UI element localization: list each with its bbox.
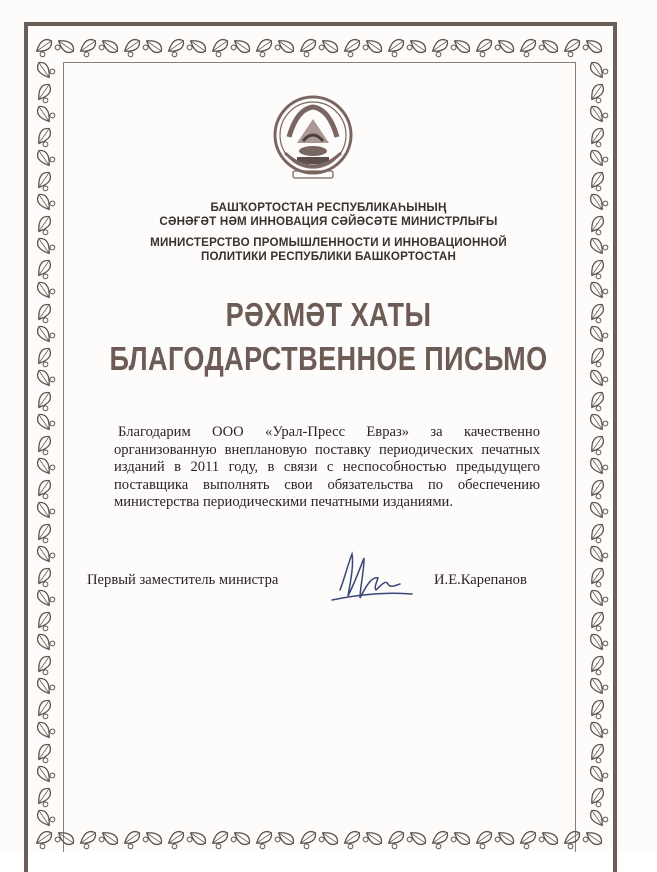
letter-body [114,424,540,512]
letter-body-text: Благодарим ООО «Урал-Пресс Евраз» за качественно организованную внеплановую поставку периодических печатных изданий в 2011 году, в связи с неспособностью предыдущего поставщика выполнять свои обязательства по обеспечению министерства периодическими печатными изданиями. [114,424,540,511]
handwritten-signature-icon [330,550,414,606]
title-bashkir: РӘХМӘТ ХАТЫ [225,296,432,333]
header-russian-line-2: ПОЛИТИКИ РЕСПУБЛИКИ БАШКОРТОСТАН [200,250,457,263]
signatory-name: И.Е.Карепанов [434,572,527,588]
signatory-role: Первый заместитель министра [87,572,279,588]
header-bashkir-line-2: СӘНӘҒӘТ НӘМ ИННОВАЦИЯ СӘЙӘСӘТЕ МИНИСТРЛЫҒЫ [159,215,498,228]
bashkortostan-coat-of-arms-icon [267,93,359,185]
header-russian-line-1: МИНИСТЕРСТВО ПРОМЫШЛЕННОСТИ И ИННОВАЦИОННОЙ [150,236,507,249]
title-russian: БЛАГОДАРСТВЕННОЕ ПИСЬМО [109,340,548,377]
header-bashkir-line-1: БАШҠОРТОСТАН РЕСПУБЛИКАҺЫНЫҢ [210,201,447,214]
